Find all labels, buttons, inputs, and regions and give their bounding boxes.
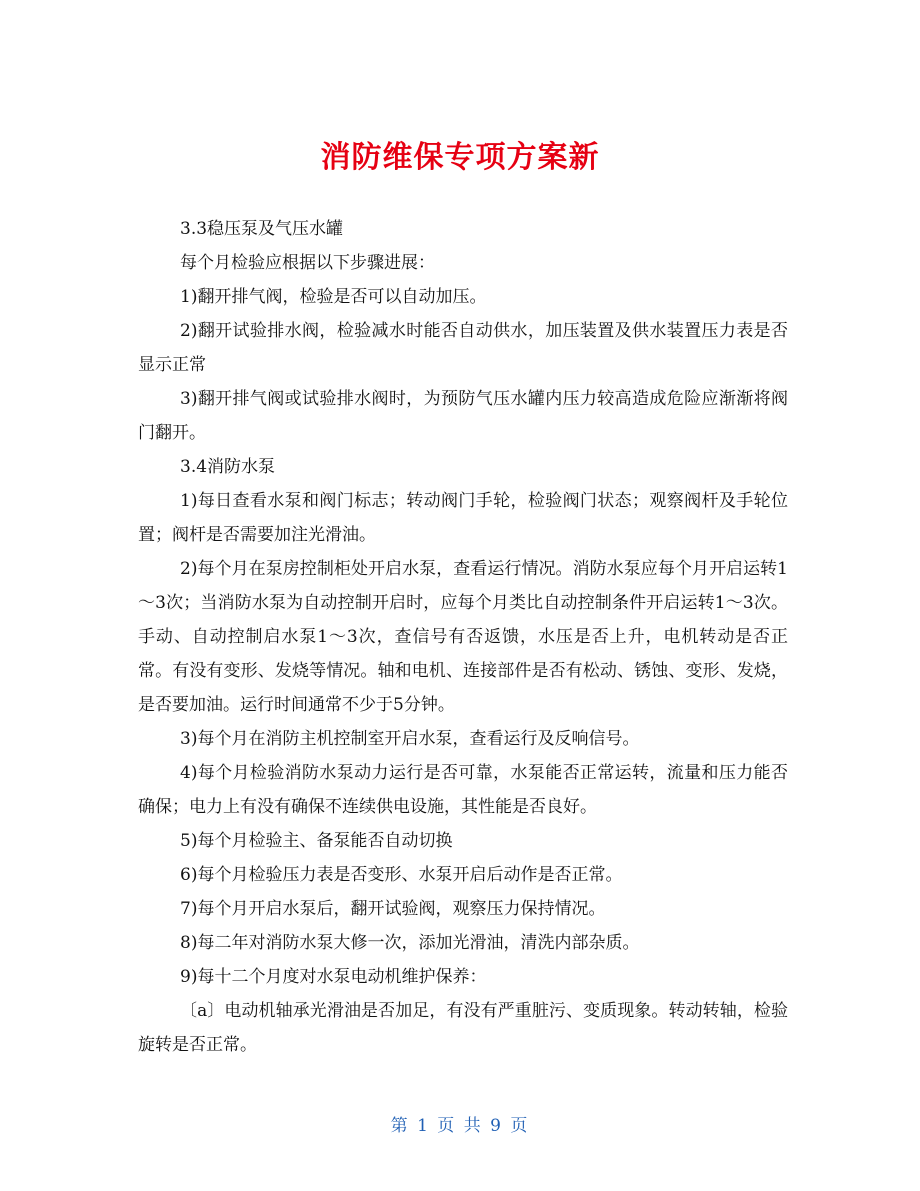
paragraph: 每个月检验应根据以下步骤进展： [180,253,435,273]
paragraph: 9)每十二个月度对水泵电动机维护保养： [180,967,487,987]
section-heading-3-4: 3.4消防水泵 [180,457,276,477]
paragraph: 2)每个月在泵房控制柜处开启水泵，查看运行情况。消防水泵应每个月开启运转1～3次；当消防水泵为自动控制开启时，应每个月类比自动控制条件开启运转1～3次。手动、自动控制启水泵1～3次，查信号有否返馈，水压是否上升，电机转动是否正常。有没有变形、发烧等情况。轴和电机、连接部件是否有松动、锈蚀、变形、发烧，是否要加油。运行时间通常不少于5分钟。 [138,559,788,715]
section-heading-3-3: 3.3稳压泵及气压水罐 [180,219,344,239]
page-title: 消防维保专项方案新 [320,140,600,176]
paragraph: 1)翻开排气阀，检验是否可以自动加压。 [180,287,487,307]
paragraph: 8)每二年对消防水泵大修一次，添加光滑油，清洗内部杂质。 [180,933,640,953]
paragraph: 1)每日查看水泵和阀门标志；转动阀门手轮，检验阀门状态；观察阀杆及手轮位置；阀杆是否需要加注光滑油。 [138,491,788,545]
paragraph: 2)翻开试验排水阀，检验减水时能否自动供水，加压装置及供水装置压力表是否显示正常 [138,321,788,375]
paragraph: 3)每个月在消防主机控制室开启水泵，查看运行及反响信号。 [180,729,640,749]
paragraph: 〔a〕电动机轴承光滑油是否加足，有没有严重脏污、变质现象。转动转轴，检验旋转是否正常。 [138,1001,788,1055]
document-body [138,212,788,1062]
paragraph: 3)翻开排气阀或试验排水阀时，为预防气压水罐内压力较高造成危险应渐渐将阀门翻开。 [138,389,788,443]
paragraph: 4)每个月检验消防水泵动力运行是否可靠，水泵能否正常运转，流量和压力能否确保；电力上有没有确保不连续供电设施，其性能是否良好。 [138,763,788,817]
paragraph: 5)每个月检验主、备泵能否自动切换 [180,831,453,851]
paragraph: 6)每个月检验压力表是否变形、水泵开启后动作是否正常。 [180,865,623,885]
paragraph: 7)每个月开启水泵后，翻开试验阀，观察压力保持情况。 [180,899,606,919]
page-number-footer: 第 1 页 共 9 页 [390,1116,530,1136]
